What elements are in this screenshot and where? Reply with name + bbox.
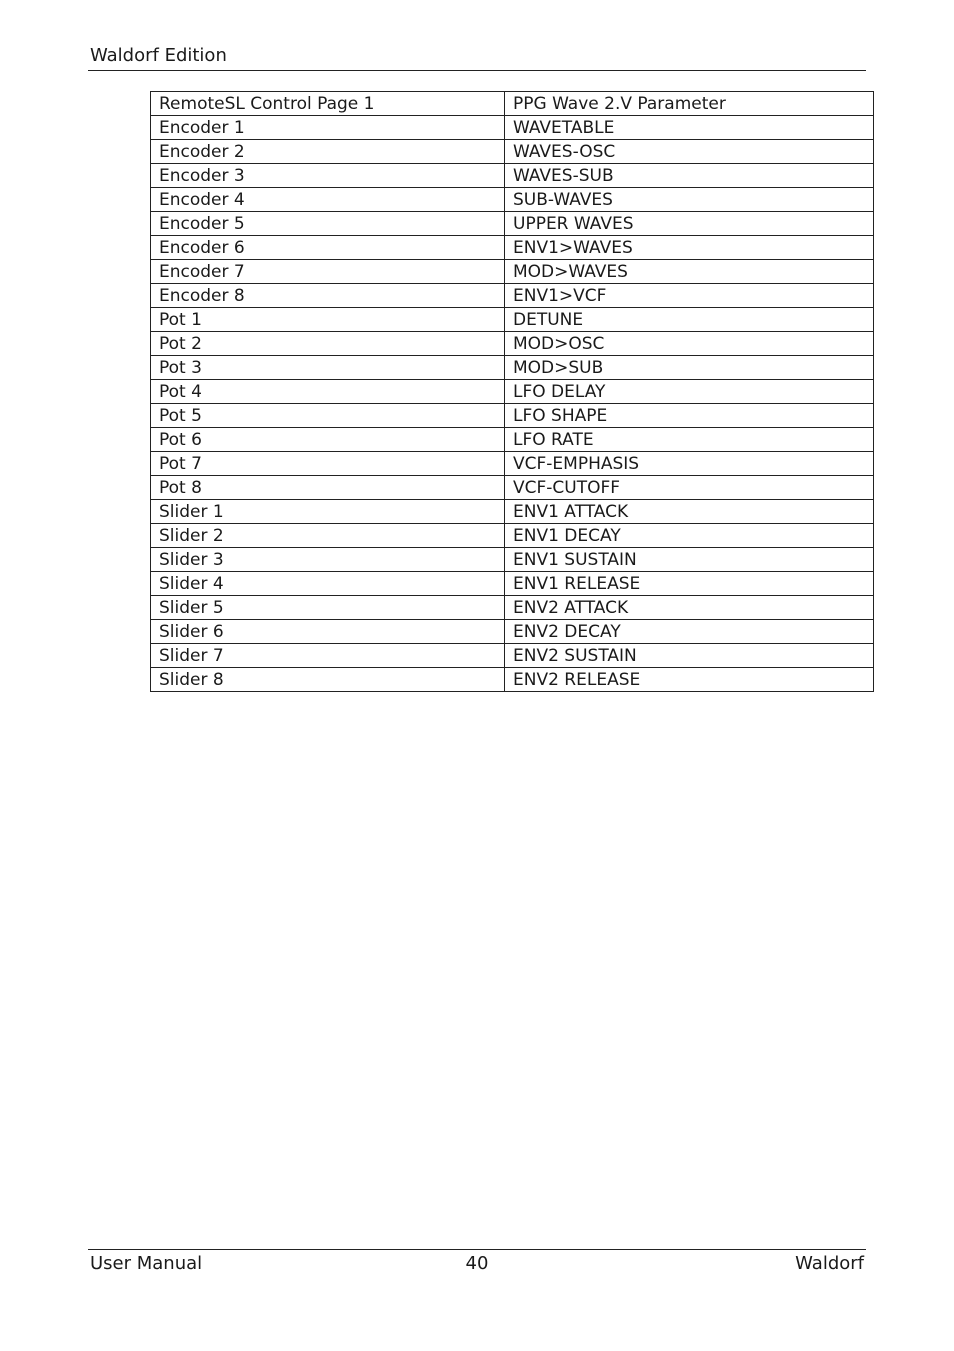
control-cell: Encoder 5 xyxy=(151,212,505,236)
control-cell: Encoder 1 xyxy=(151,116,505,140)
control-cell: Encoder 7 xyxy=(151,260,505,284)
header-divider xyxy=(88,70,866,71)
control-cell: Encoder 8 xyxy=(151,284,505,308)
control-cell: Pot 5 xyxy=(151,404,505,428)
table-body xyxy=(151,92,874,692)
table-row xyxy=(151,284,874,308)
parameter-cell: WAVES-SUB xyxy=(505,164,874,188)
page-number: 40 xyxy=(465,1253,489,1274)
control-cell: Encoder 4 xyxy=(151,188,505,212)
table-row xyxy=(151,428,874,452)
control-cell: Pot 4 xyxy=(151,380,505,404)
parameter-cell: UPPER WAVES xyxy=(505,212,874,236)
table-row xyxy=(151,596,874,620)
parameter-cell: WAVETABLE xyxy=(505,116,874,140)
control-cell: Slider 4 xyxy=(151,572,505,596)
parameter-cell: MOD>WAVES xyxy=(505,260,874,284)
table-row xyxy=(151,476,874,500)
parameter-cell: ENV2 RELEASE xyxy=(505,668,874,692)
parameter-cell: ENV2 DECAY xyxy=(505,620,874,644)
table-row xyxy=(151,236,874,260)
table-row xyxy=(151,332,874,356)
table-header-cell-control: RemoteSL Control Page 1 xyxy=(151,92,505,116)
control-cell: Slider 2 xyxy=(151,524,505,548)
table-row xyxy=(151,668,874,692)
control-cell: Slider 6 xyxy=(151,620,505,644)
parameter-cell: VCF-EMPHASIS xyxy=(505,452,874,476)
table-row xyxy=(151,452,874,476)
table-row xyxy=(151,380,874,404)
footer-brand-label: Waldorf xyxy=(795,1253,864,1274)
parameter-cell: SUB-WAVES xyxy=(505,188,874,212)
table-row xyxy=(151,548,874,572)
parameter-cell: WAVES-OSC xyxy=(505,140,874,164)
control-cell: Pot 7 xyxy=(151,452,505,476)
control-cell: Slider 1 xyxy=(151,500,505,524)
parameter-cell: DETUNE xyxy=(505,308,874,332)
table-row xyxy=(151,260,874,284)
parameter-cell: VCF-CUTOFF xyxy=(505,476,874,500)
table-row xyxy=(151,356,874,380)
control-cell: Pot 6 xyxy=(151,428,505,452)
parameter-cell: ENV2 SUSTAIN xyxy=(505,644,874,668)
footer-manual-label: User Manual xyxy=(90,1253,203,1274)
parameter-cell: ENV1 ATTACK xyxy=(505,500,874,524)
control-cell: Slider 7 xyxy=(151,644,505,668)
table-header-cell-parameter: PPG Wave 2.V Parameter xyxy=(505,92,874,116)
control-mapping-table xyxy=(150,91,874,692)
footer-divider xyxy=(88,1249,866,1250)
table-row xyxy=(151,116,874,140)
control-cell: Encoder 2 xyxy=(151,140,505,164)
control-cell: Slider 5 xyxy=(151,596,505,620)
parameter-cell: MOD>SUB xyxy=(505,356,874,380)
control-cell: Slider 3 xyxy=(151,548,505,572)
control-cell: Slider 8 xyxy=(151,668,505,692)
parameter-cell: LFO RATE xyxy=(505,428,874,452)
table-row xyxy=(151,140,874,164)
parameter-cell: ENV2 ATTACK xyxy=(505,596,874,620)
table-row xyxy=(151,620,874,644)
parameter-cell: ENV1>VCF xyxy=(505,284,874,308)
control-cell: Encoder 6 xyxy=(151,236,505,260)
parameter-cell: ENV1 DECAY xyxy=(505,524,874,548)
control-cell: Pot 1 xyxy=(151,308,505,332)
parameter-cell: LFO DELAY xyxy=(505,380,874,404)
table-row xyxy=(151,188,874,212)
control-cell: Pot 8 xyxy=(151,476,505,500)
parameter-cell: ENV1 RELEASE xyxy=(505,572,874,596)
control-cell: Pot 3 xyxy=(151,356,505,380)
parameter-cell: ENV1>WAVES xyxy=(505,236,874,260)
table-header-row xyxy=(151,92,874,116)
parameter-cell: ENV1 SUSTAIN xyxy=(505,548,874,572)
table-row xyxy=(151,572,874,596)
running-header-title: Waldorf Edition xyxy=(90,45,227,66)
table-row xyxy=(151,500,874,524)
table-row xyxy=(151,404,874,428)
control-cell: Encoder 3 xyxy=(151,164,505,188)
parameter-cell: MOD>OSC xyxy=(505,332,874,356)
table-row xyxy=(151,308,874,332)
parameter-cell: LFO SHAPE xyxy=(505,404,874,428)
control-cell: Pot 2 xyxy=(151,332,505,356)
table-row xyxy=(151,644,874,668)
table-row xyxy=(151,212,874,236)
table-row xyxy=(151,164,874,188)
table-row xyxy=(151,524,874,548)
